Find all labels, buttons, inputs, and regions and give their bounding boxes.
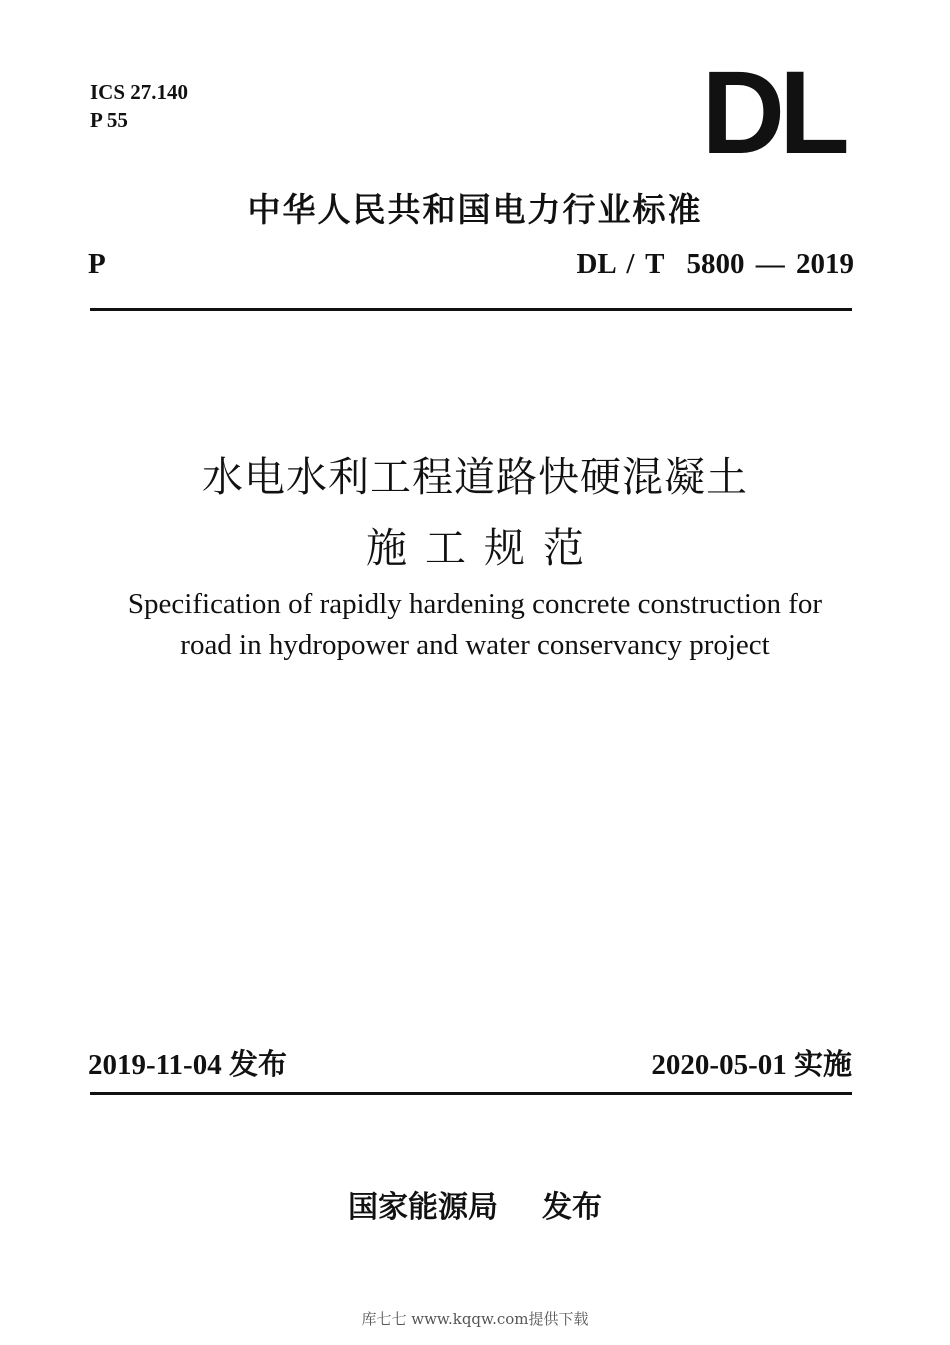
issue-label: 发布 [228, 1047, 287, 1081]
dl-logo: DL [701, 47, 844, 179]
download-watermark: 库七七 www.kqqw.com提供下载 [361, 1310, 589, 1328]
publisher-line [0, 1182, 950, 1226]
effective-date: 2020-05-01 [651, 1049, 787, 1081]
issue-date: 2019-11-04 [88, 1049, 222, 1081]
effective-label: 实施 [793, 1047, 852, 1081]
footer-divider [90, 1092, 852, 1095]
standard-category-title: 中华人民共和国电力行业标准 [247, 190, 703, 229]
publisher-action: 发布 [542, 1190, 602, 1225]
title-chinese-line2: 施工规范 [366, 524, 602, 572]
effective-date-block [651, 1042, 852, 1083]
title-english-line2: road in hydropower and water conservancy project [180, 629, 770, 661]
issue-date-block [88, 1042, 287, 1083]
ics-code: ICS 27.140 [90, 80, 189, 104]
ccs-code: P 55 [90, 108, 128, 132]
publisher-name: 国家能源局 [348, 1190, 498, 1225]
standard-number: DL / T 5800 — 2019 [576, 248, 854, 280]
title-chinese-line1: 水电水利工程道路快硬混凝土 [202, 453, 748, 501]
classification-letter: P [88, 248, 106, 280]
header-divider [90, 308, 852, 311]
title-english-line1: Specification of rapidly hardening concrete construction for [127, 588, 823, 620]
